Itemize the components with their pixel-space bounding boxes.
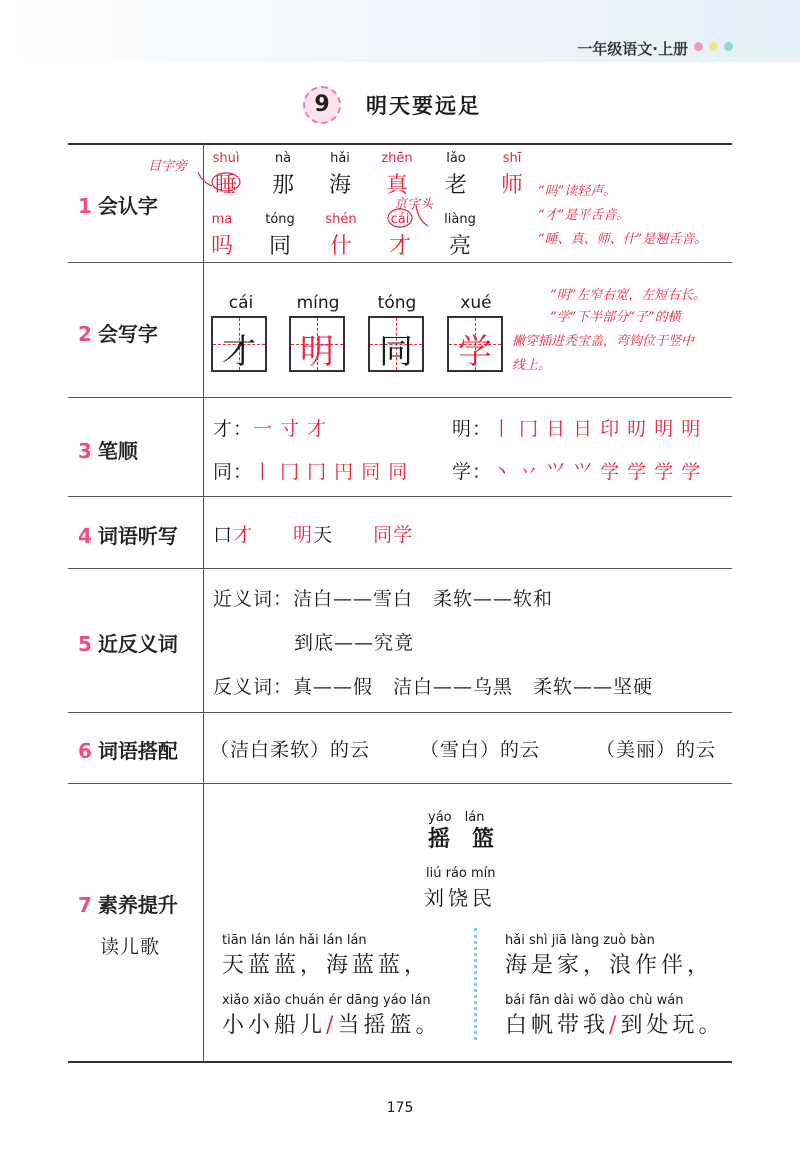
poem-line: 小小船儿/当摇篮。 xyxy=(222,1013,442,1038)
pinyin: lǎo xyxy=(446,151,466,166)
poem-divider xyxy=(474,928,477,1040)
note-line: 撇穿插进秃宝盖，弯钩位于竖中 xyxy=(512,334,695,349)
section-2-label: 2 会写字 xyxy=(78,322,158,346)
char: 睡 xyxy=(214,173,237,198)
table-top-line xyxy=(68,143,732,145)
pinyin: hǎi xyxy=(330,151,350,166)
row-divider xyxy=(68,397,732,398)
annotation-jing-radical: 京字头 xyxy=(394,197,434,212)
note-line: “明”左窄右宽，左短右长。 xyxy=(550,288,707,303)
poem-title-pinyin: yáo lán xyxy=(428,810,485,825)
char: 那 xyxy=(271,173,294,198)
pinyin: cái xyxy=(390,212,410,227)
char: 海 xyxy=(328,173,351,198)
poem-author-pinyin: liú ráo mín xyxy=(426,866,496,881)
section-3-label: 3 笔顺 xyxy=(78,439,138,463)
note-line: “学”下半部分“子”的横 xyxy=(550,310,681,325)
table-bottom-line xyxy=(68,1061,732,1063)
stroke-order-tong: 同：丨 冂 冂 円 同 同 xyxy=(213,461,409,483)
annotation-arrows xyxy=(190,160,450,240)
writing-grid: 同 xyxy=(368,316,424,372)
page-header xyxy=(0,0,800,62)
collocation-item: （洁白柔软）的云 xyxy=(210,739,371,761)
pinyin: cái xyxy=(228,293,254,313)
poem-pinyin: tiān lán lán hǎi lán lán xyxy=(222,933,367,948)
book-label: 一年级语文·上册 xyxy=(577,40,688,58)
poem-pinyin: hǎi shì jiā làng zuò bàn xyxy=(505,933,655,948)
section-7-sublabel: 读儿歌 xyxy=(100,936,161,958)
section-7-label: 7 素养提升 xyxy=(78,893,178,917)
row-divider xyxy=(68,568,732,569)
stroke-order-cai: 才：一 寸 才 xyxy=(213,418,328,440)
char: 什 xyxy=(329,234,352,259)
collocation-item: （美丽）的云 xyxy=(596,739,717,761)
note-line: “才”是平舌音。 xyxy=(538,208,630,223)
char: 老 xyxy=(444,173,467,198)
pinyin: ma xyxy=(211,212,233,227)
char: 师 xyxy=(500,173,523,198)
synonyms-line-2: 到底——究竟 xyxy=(294,632,415,654)
writing-grid: 明 xyxy=(289,316,345,372)
antonyms-line: 反义词：真——假 洁白——乌黑 柔软——坚硬 xyxy=(213,676,654,698)
pinyin: míng xyxy=(296,293,340,313)
row-divider xyxy=(68,496,732,497)
poem-line: 海是家，浪作伴， xyxy=(505,953,714,978)
synonyms-line-1: 近义词：洁白——雪白 柔软——软和 xyxy=(213,588,554,610)
char: 吗 xyxy=(210,234,233,259)
collocation-item: （雪白）的云 xyxy=(420,739,541,761)
pinyin: shén xyxy=(325,212,357,227)
section-1-label: 1 会认字 xyxy=(78,194,158,218)
row-divider xyxy=(68,262,732,263)
column-divider xyxy=(203,143,204,1062)
stroke-order-xue: 学：丶 丷 ⺍ 𭕄 学 学 学 学 xyxy=(452,461,702,483)
char: 真 xyxy=(385,173,408,198)
char: 同 xyxy=(268,234,291,259)
annotation-mu-radical: 目字旁 xyxy=(148,159,188,174)
section-6-label: 6 词语搭配 xyxy=(78,739,178,763)
decor-dot-pink xyxy=(694,42,703,51)
row-divider xyxy=(68,783,732,784)
note-line: “吗”读轻声。 xyxy=(538,184,617,199)
decor-dot-teal xyxy=(724,42,733,51)
stroke-order-ming: 明：丨 冂 日 日 印 旫 明 明 xyxy=(452,418,702,440)
writing-grid: 学 xyxy=(447,316,503,372)
note-line: 线上。 xyxy=(512,358,552,373)
dictation-words: 口才 明天 同学 xyxy=(213,524,414,546)
pinyin: tóng xyxy=(265,212,295,227)
poem-pinyin: xiǎo xiǎo chuán ér dāng yáo lán xyxy=(222,993,431,1008)
poem-author: 刘饶民 xyxy=(424,886,496,910)
note-line: “睡、真、师、什”是翘舌音。 xyxy=(538,232,708,247)
lesson-number-badge: 9 xyxy=(303,86,341,124)
poem-line: 天蓝蓝，海蓝蓝， xyxy=(222,953,431,978)
decor-dot-yellow xyxy=(709,42,718,51)
lesson-title-text: 明天要远足 xyxy=(366,94,481,118)
pinyin: liàng xyxy=(444,212,476,227)
section-5-label: 5 近反义词 xyxy=(78,632,178,656)
pinyin: shuì xyxy=(212,151,240,166)
pinyin: shī xyxy=(502,151,522,166)
poem-title: 摇 篮 xyxy=(428,826,495,852)
pinyin: nà xyxy=(274,151,292,166)
page-number: 175 xyxy=(386,1100,414,1116)
char: 亮 xyxy=(448,234,471,259)
section-4-label: 4 词语听写 xyxy=(78,524,178,548)
row-divider xyxy=(68,712,732,713)
pinyin: zhēn xyxy=(381,151,413,166)
pinyin: tóng xyxy=(377,293,417,313)
pinyin: xué xyxy=(460,293,492,313)
writing-grid: 才 xyxy=(211,316,267,372)
poem-pinyin: bái fān dài wǒ dào chù wán xyxy=(505,993,684,1008)
char: 才 xyxy=(388,234,411,259)
poem-line: 白帆带我/到处玩。 xyxy=(505,1013,725,1038)
